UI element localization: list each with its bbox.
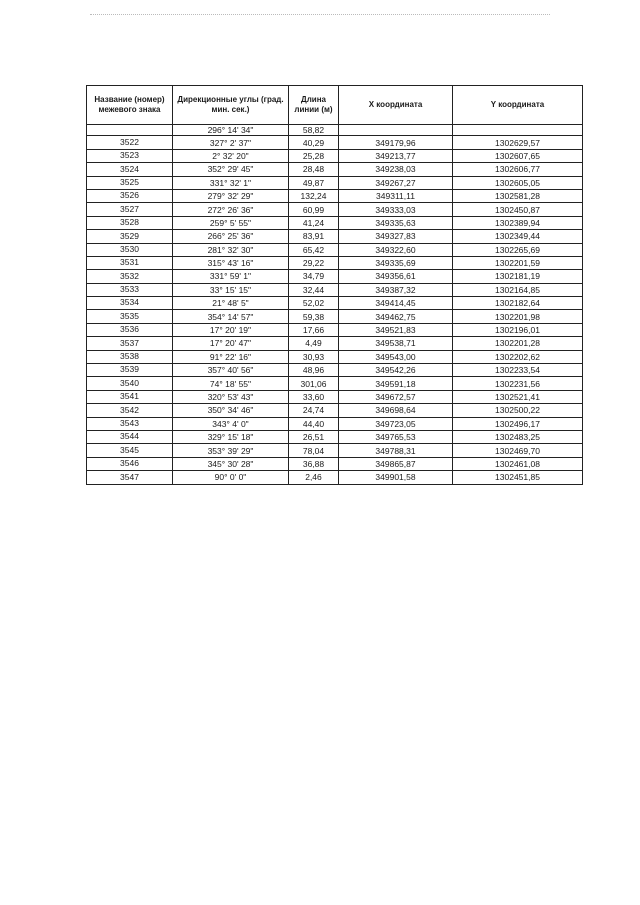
- point-name-cell: 3542: [87, 404, 173, 417]
- direction-angle-cell: 352° 29' 45": [173, 163, 289, 176]
- point-name-cell: 3538: [87, 350, 173, 363]
- direction-angle-cell: 350° 34' 46": [173, 404, 289, 417]
- line-length-cell: 32,44: [289, 283, 339, 296]
- y-coordinate-cell: 1302231,56: [453, 377, 583, 390]
- x-coordinate-cell: 349865,87: [339, 457, 453, 470]
- table-row: [87, 125, 583, 136]
- y-coordinate-cell: 1302196,01: [453, 323, 583, 336]
- x-coordinate-cell: 349335,63: [339, 216, 453, 229]
- y-coordinate-cell: 1302469,70: [453, 444, 583, 457]
- scan-artifact: [90, 14, 550, 16]
- y-coordinate-cell: 1302606,77: [453, 163, 583, 176]
- x-coordinate-cell: 349462,75: [339, 310, 453, 323]
- y-coordinate-cell: 1302496,17: [453, 417, 583, 430]
- point-name-cell: 3536: [87, 323, 173, 336]
- point-name-cell: 3525: [87, 176, 173, 189]
- header-length: Длина линии (м): [289, 86, 339, 125]
- line-length-cell: 44,40: [289, 417, 339, 430]
- line-length-cell: 49,87: [289, 176, 339, 189]
- y-coordinate-cell: 1302607,65: [453, 149, 583, 162]
- direction-angle-cell: 91° 22' 16": [173, 350, 289, 363]
- y-coordinate-cell: 1302201,98: [453, 310, 583, 323]
- line-length-cell: 2,46: [289, 471, 339, 484]
- line-length-cell: 24,74: [289, 404, 339, 417]
- line-length-cell: 301,06: [289, 377, 339, 390]
- point-name-cell: 3537: [87, 337, 173, 350]
- direction-angle-cell: 33° 15' 15": [173, 283, 289, 296]
- line-length-cell: 34,79: [289, 270, 339, 283]
- x-coordinate-cell: [339, 125, 453, 136]
- point-name-cell: 3531: [87, 256, 173, 269]
- x-coordinate-cell: 349387,32: [339, 283, 453, 296]
- y-coordinate-cell: 1302201,28: [453, 337, 583, 350]
- line-length-cell: 65,42: [289, 243, 339, 256]
- point-name-cell: 3524: [87, 163, 173, 176]
- point-name-cell: 3526: [87, 189, 173, 202]
- line-length-cell: 28,48: [289, 163, 339, 176]
- point-name-cell: 3543: [87, 417, 173, 430]
- x-coordinate-cell: 349521,83: [339, 323, 453, 336]
- point-name-cell: 3533: [87, 283, 173, 296]
- y-coordinate-cell: 1302461,08: [453, 457, 583, 470]
- point-name-cell: 3539: [87, 364, 173, 377]
- direction-angle-cell: 327° 2' 37": [173, 136, 289, 149]
- header-angle: Дирекционные углы (град. мин. сек.): [173, 86, 289, 125]
- line-length-cell: 29,22: [289, 256, 339, 269]
- direction-angle-cell: 21° 48' 5": [173, 297, 289, 310]
- x-coordinate-cell: 349356,61: [339, 270, 453, 283]
- x-coordinate-cell: 349543,00: [339, 350, 453, 363]
- direction-angle-cell: 2° 32' 20": [173, 149, 289, 162]
- direction-angle-cell: 259° 5' 55": [173, 216, 289, 229]
- x-coordinate-cell: 349542,26: [339, 364, 453, 377]
- point-name-cell: 3527: [87, 203, 173, 216]
- line-length-cell: 4,49: [289, 337, 339, 350]
- line-length-cell: 17,66: [289, 323, 339, 336]
- direction-angle-cell: 331° 32' 1": [173, 176, 289, 189]
- point-name-cell: 3530: [87, 243, 173, 256]
- direction-angle-cell: 281° 32' 30": [173, 243, 289, 256]
- y-coordinate-cell: 1302483,25: [453, 430, 583, 443]
- point-name-cell: 3529: [87, 230, 173, 243]
- direction-angle-cell: 353° 39' 29": [173, 444, 289, 457]
- line-length-cell: 60,99: [289, 203, 339, 216]
- line-length-cell: 83,91: [289, 230, 339, 243]
- header-x: X координата: [339, 86, 453, 125]
- direction-angle-cell: 90° 0' 0": [173, 471, 289, 484]
- x-coordinate-cell: 349267,27: [339, 176, 453, 189]
- y-coordinate-cell: 1302265,69: [453, 243, 583, 256]
- header-row: [87, 86, 583, 125]
- y-coordinate-cell: 1302521,41: [453, 390, 583, 403]
- direction-angle-cell: 296° 14' 34": [173, 125, 289, 136]
- line-length-cell: 59,38: [289, 310, 339, 323]
- line-length-cell: 41,24: [289, 216, 339, 229]
- point-name-cell: [87, 125, 173, 136]
- header-name: Название (номер) межевого знака: [87, 86, 173, 125]
- line-length-cell: 36,88: [289, 457, 339, 470]
- y-coordinate-cell: 1302233,54: [453, 364, 583, 377]
- line-length-cell: 33,60: [289, 390, 339, 403]
- direction-angle-cell: 345° 30' 28": [173, 457, 289, 470]
- point-name-cell: 3547: [87, 471, 173, 484]
- x-coordinate-cell: 349723,05: [339, 417, 453, 430]
- y-coordinate-cell: 1302164,85: [453, 283, 583, 296]
- x-coordinate-cell: 349335,69: [339, 256, 453, 269]
- point-name-cell: 3544: [87, 430, 173, 443]
- table-body: [87, 125, 583, 485]
- point-name-cell: 3532: [87, 270, 173, 283]
- x-coordinate-cell: 349538,71: [339, 337, 453, 350]
- x-coordinate-cell: 349414,45: [339, 297, 453, 310]
- line-length-cell: 78,04: [289, 444, 339, 457]
- y-coordinate-cell: 1302202,62: [453, 350, 583, 363]
- direction-angle-cell: 17° 20' 47": [173, 337, 289, 350]
- point-name-cell: 3541: [87, 390, 173, 403]
- y-coordinate-cell: 1302201,59: [453, 256, 583, 269]
- x-coordinate-cell: 349311,11: [339, 189, 453, 202]
- line-length-cell: 25,28: [289, 149, 339, 162]
- direction-angle-cell: 331° 59' 1": [173, 270, 289, 283]
- y-coordinate-cell: 1302451,85: [453, 471, 583, 484]
- x-coordinate-cell: 349322,60: [339, 243, 453, 256]
- y-coordinate-cell: 1302605,05: [453, 176, 583, 189]
- point-name-cell: 3523: [87, 149, 173, 162]
- line-length-cell: 52,02: [289, 297, 339, 310]
- direction-angle-cell: 354° 14' 57": [173, 310, 289, 323]
- direction-angle-cell: 320° 53' 43": [173, 390, 289, 403]
- direction-angle-cell: 315° 43' 16": [173, 256, 289, 269]
- line-length-cell: 26,51: [289, 430, 339, 443]
- y-coordinate-cell: 1302629,57: [453, 136, 583, 149]
- x-coordinate-cell: 349213,77: [339, 149, 453, 162]
- point-name-cell: 3534: [87, 297, 173, 310]
- point-name-cell: 3540: [87, 377, 173, 390]
- direction-angle-cell: 272° 26' 36": [173, 203, 289, 216]
- y-coordinate-cell: 1302450,87: [453, 203, 583, 216]
- y-coordinate-cell: [453, 125, 583, 136]
- direction-angle-cell: 329° 15' 18": [173, 430, 289, 443]
- y-coordinate-cell: 1302389,94: [453, 216, 583, 229]
- x-coordinate-cell: 349901,58: [339, 471, 453, 484]
- x-coordinate-cell: 349327,83: [339, 230, 453, 243]
- header-y: Y координата: [453, 86, 583, 125]
- y-coordinate-cell: 1302349,44: [453, 230, 583, 243]
- direction-angle-cell: 343° 4' 0": [173, 417, 289, 430]
- y-coordinate-cell: 1302182,64: [453, 297, 583, 310]
- x-coordinate-cell: 349765,53: [339, 430, 453, 443]
- direction-angle-cell: 279° 32' 29": [173, 189, 289, 202]
- line-length-cell: 30,93: [289, 350, 339, 363]
- line-length-cell: 132,24: [289, 189, 339, 202]
- y-coordinate-cell: 1302181,19: [453, 270, 583, 283]
- x-coordinate-cell: 349698,64: [339, 404, 453, 417]
- point-name-cell: 3546: [87, 457, 173, 470]
- direction-angle-cell: 266° 25' 36": [173, 230, 289, 243]
- x-coordinate-cell: 349672,57: [339, 390, 453, 403]
- line-length-cell: 58,82: [289, 125, 339, 136]
- point-name-cell: 3528: [87, 216, 173, 229]
- x-coordinate-cell: 349788,31: [339, 444, 453, 457]
- point-name-cell: 3522: [87, 136, 173, 149]
- direction-angle-cell: 357° 40' 56": [173, 364, 289, 377]
- x-coordinate-cell: 349179,96: [339, 136, 453, 149]
- x-coordinate-cell: 349591,18: [339, 377, 453, 390]
- direction-angle-cell: 17° 20' 19": [173, 323, 289, 336]
- y-coordinate-cell: 1302581,28: [453, 189, 583, 202]
- x-coordinate-cell: 349238,03: [339, 163, 453, 176]
- coordinates-table: [86, 85, 583, 485]
- line-length-cell: 40,29: [289, 136, 339, 149]
- direction-angle-cell: 74° 18' 55": [173, 377, 289, 390]
- point-name-cell: 3535: [87, 310, 173, 323]
- point-name-cell: 3545: [87, 444, 173, 457]
- y-coordinate-cell: 1302500,22: [453, 404, 583, 417]
- x-coordinate-cell: 349333,03: [339, 203, 453, 216]
- line-length-cell: 48,96: [289, 364, 339, 377]
